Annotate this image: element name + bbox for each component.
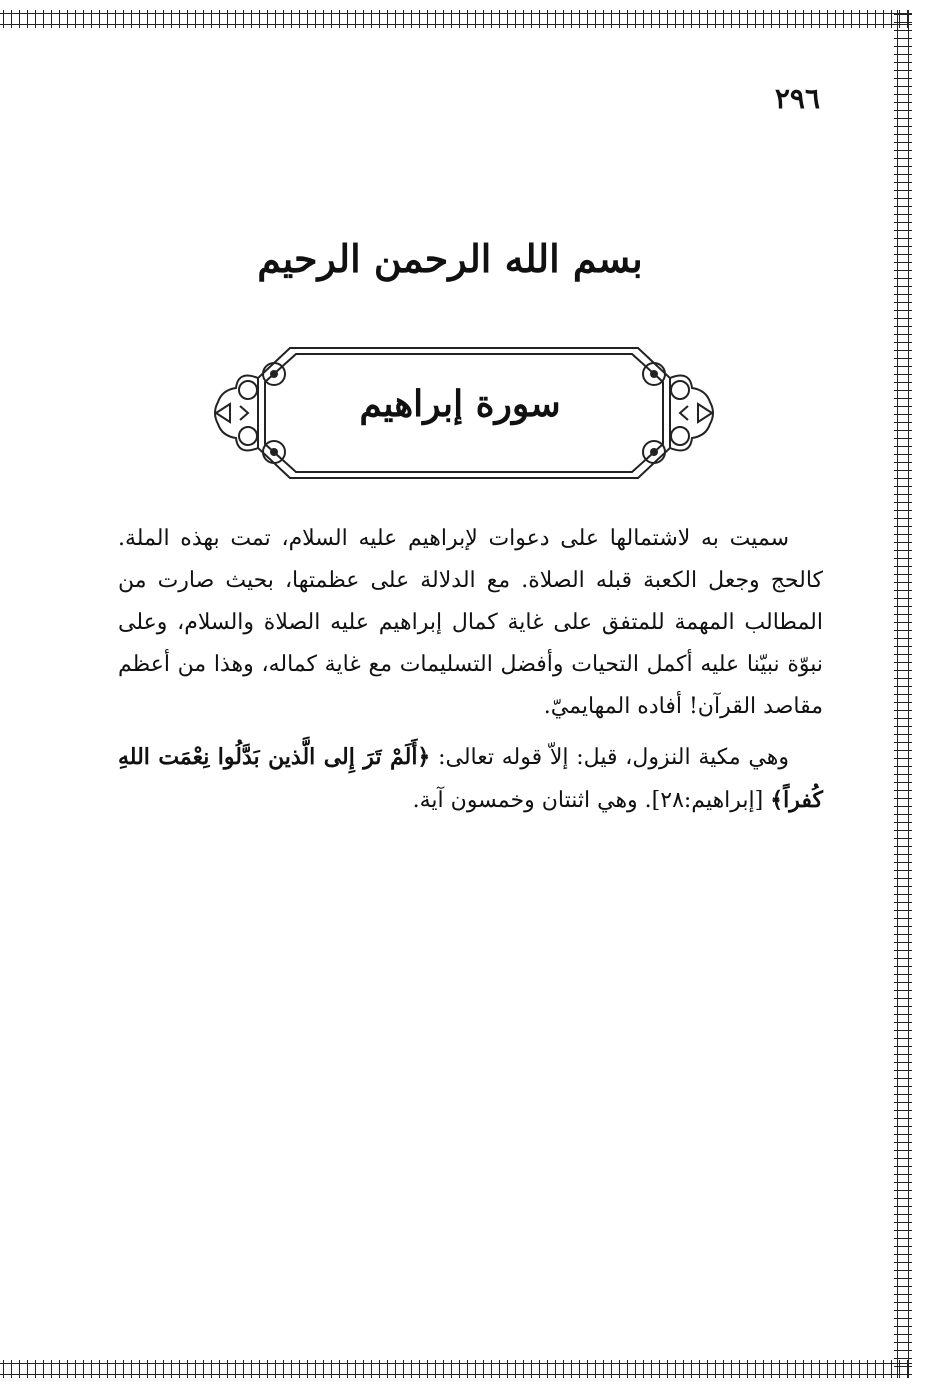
paragraph-revelation bbox=[118, 736, 823, 822]
verse-count-text: . وهي اثنتان وخمسون آية. bbox=[412, 788, 652, 813]
surah-introduction bbox=[118, 518, 823, 822]
paragraph-naming: سميت به لاشتمالها على دعوات لإبراهيم عليه السلام، تمت بهذه الملة. كالحج وجعل الكعبة قبله الصلاة. مع الدلالة على عظمتها، بحيث صارت من المطالب المهمة للمتفق على غاية كمال إبراهيم عليه الصلاة والسلام، وعلى نبوّة نبيّنا عليه أكمل التحيات وأفضل التسليمات مع غاية كماله، وهذا من أعظم مقاصد القرآن! أفاده المهايميّ. bbox=[118, 526, 823, 719]
quran-verse: ﴿أَلَمْ تَرَ إِلى الَّذين بَدَّلُوا نِعْمَت اللهِ كُفراً﴾ bbox=[118, 744, 823, 813]
surah-title: سورة إبراهيم bbox=[359, 383, 561, 425]
basmala-heading: بسم الله الرحمن الرحيم bbox=[257, 236, 643, 281]
decorative-border-top bbox=[0, 10, 912, 28]
revelation-text: وهي مكية النزول، قيل: إلاّ قوله تعالى: bbox=[430, 745, 789, 770]
verse-reference: [إبراهيم:٢٨] bbox=[651, 788, 771, 813]
decorative-border-right bbox=[894, 10, 912, 1378]
decorative-border-bottom bbox=[0, 1360, 912, 1378]
page-number: ٢٩٦ bbox=[774, 82, 820, 115]
